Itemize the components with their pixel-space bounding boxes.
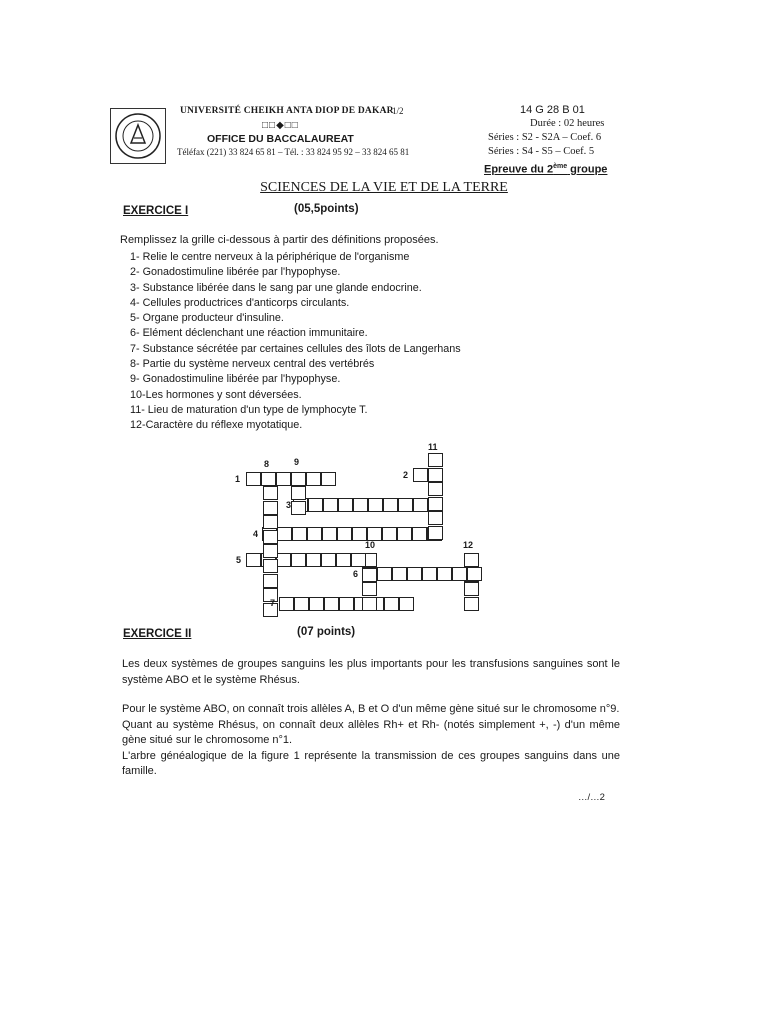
grid-cell[interactable] (322, 527, 337, 541)
exercise-2-title: EXERCICE II (123, 628, 192, 640)
grid-cell[interactable] (422, 567, 437, 581)
exercise-1-title: EXERCICE I (123, 205, 189, 217)
grid-cell[interactable] (291, 472, 306, 486)
definition-item: 1- Relie le centre nerveux à la périphérique de l'organisme (130, 251, 410, 263)
university-logo (110, 108, 166, 164)
grid-cell[interactable] (291, 501, 306, 515)
grid-cell[interactable] (294, 597, 309, 611)
grid-cell[interactable] (246, 553, 261, 567)
grid-cell[interactable] (428, 526, 443, 540)
page-continued: …/…2 (578, 792, 605, 803)
duration: Durée : 02 heures (530, 118, 605, 129)
grid-cell[interactable] (399, 597, 414, 611)
grid-cell[interactable] (382, 527, 397, 541)
university-name: UNIVERSITÉ CHEIKH ANTA DIOP DE DAKAR (180, 106, 394, 116)
grid-cell[interactable] (353, 498, 368, 512)
grid-cell[interactable] (279, 597, 294, 611)
grid-cell[interactable] (292, 527, 307, 541)
grid-cell[interactable] (407, 567, 422, 581)
grid-cell[interactable] (412, 527, 427, 541)
grid-cell[interactable] (367, 527, 382, 541)
grid-number-8: 8 (264, 459, 270, 469)
grid-cell[interactable] (362, 597, 377, 611)
grid-number-11: 11 (428, 442, 438, 452)
office-name: OFFICE DU BACCALAUREAT (207, 133, 354, 145)
grid-cell[interactable] (428, 482, 443, 496)
grid-cell[interactable] (263, 501, 278, 515)
grid-cell[interactable] (336, 553, 351, 567)
grid-number-10: 10 (365, 540, 376, 550)
page-number: 1/2 (392, 106, 404, 116)
grid-number-1: 1 (235, 474, 241, 484)
definition-item: 2- Gonadostimuline libérée par l'hypophyse. (130, 266, 341, 279)
grid-cell[interactable] (351, 553, 366, 567)
grid-cell[interactable] (428, 497, 443, 511)
grid-number-5: 5 (236, 555, 242, 565)
grid-cell[interactable] (338, 498, 353, 512)
exercise-2-paragraph-1: Les deux systèmes de groupes sanguins les plus importants pour les transfusions sanguines sont le système ABO et le système Rhésus. (122, 658, 620, 686)
grid-cell[interactable] (368, 498, 383, 512)
grid-cell[interactable] (263, 530, 278, 544)
exercise-2-points: (07 points) (297, 626, 356, 638)
grid-cell[interactable] (323, 498, 338, 512)
grid-cell[interactable] (309, 597, 324, 611)
exercise-2-paragraph-2 (122, 702, 620, 780)
grid-cell[interactable] (413, 498, 428, 512)
grid-cell[interactable] (324, 597, 339, 611)
grid-cell[interactable] (306, 553, 321, 567)
subject-title: SCIENCES DE LA VIE ET DE LA TERRE (260, 180, 508, 195)
series-s2: Séries : S2 - S2A – Coef. 6 (488, 132, 602, 143)
header-symbols: □□◆□□ (262, 120, 299, 131)
grid-cell[interactable] (291, 486, 306, 500)
definition-item: 8- Partie du système nerveux central des vertébrés (130, 358, 375, 371)
definition-item: 7- Substance sécrétée par certaines cellules des îlots de Langerhans (130, 342, 461, 355)
definition-item: 11- Lieu de maturation d'un type de lymphocyte T. (130, 403, 368, 416)
grid-number-9: 9 (294, 457, 300, 467)
grid-cell[interactable] (467, 567, 482, 581)
grid-cell[interactable] (261, 472, 276, 486)
grid-cell[interactable] (263, 515, 278, 529)
grid-number-3: 3 (286, 500, 292, 510)
rhesus-text: Quant au système Rhésus, on connaît deux allèles Rh+ et Rh- (notés simplement +, -) d'un même gène situé sur le chromosome n°1. (122, 718, 620, 746)
grid-cell[interactable] (308, 498, 323, 512)
grid-cell[interactable] (307, 527, 322, 541)
grid-cell[interactable] (263, 574, 278, 588)
abo-text: Pour le système ABO, on connaît trois allèles A, B et O d'un même gène situé sur le chromosome n°9. (122, 703, 620, 715)
definition-item: 10-Les hormones y sont déversées. (130, 388, 302, 401)
grid-cell[interactable] (291, 553, 306, 567)
exam-code: 14 G 28 B 01 (520, 104, 585, 116)
definition-item: 9- Gonadostimuline libérée par l'hypophyse. (130, 373, 341, 386)
grid-cell[interactable] (428, 511, 443, 525)
exercise-1-points: (05,5points) (294, 203, 359, 215)
grid-cell[interactable] (428, 468, 443, 482)
grid-cell[interactable] (321, 472, 336, 486)
grid-cell[interactable] (464, 553, 479, 567)
telefax: Téléfax (221) 33 824 65 81 – Tél. : 33 824 95 92 – 33 824 65 81 (177, 147, 410, 157)
grid-cell[interactable] (362, 568, 377, 582)
definition-item: 3- Substance libérée dans le sang par une glande endocrine. (130, 281, 422, 294)
grid-number-6: 6 (353, 569, 359, 579)
grid-cell[interactable] (437, 567, 452, 581)
definition-item: 12-Caractère du réflexe myotatique. (130, 419, 303, 432)
grid-cell[interactable] (276, 472, 291, 486)
grid-cell[interactable] (362, 582, 377, 596)
grid-cell[interactable] (263, 544, 278, 558)
grid-number-2: 2 (403, 470, 409, 480)
definition-item: 4- Cellules productrices d'anticorps circulants. (130, 296, 350, 309)
definition-item: 6- Elément déclenchant une réaction immunitaire. (130, 327, 368, 340)
grid-cell[interactable] (464, 582, 479, 596)
exercise-1-intro: Remplissez la grille ci-dessous à partir des définitions proposées. (120, 234, 439, 246)
definitions-list (130, 250, 461, 434)
grid-cell[interactable] (246, 472, 261, 486)
pedigree-text: L'arbre généalogique de la figure 1 représente la transmission de ces groupes sanguins dans une famille. (122, 749, 620, 777)
grid-cell[interactable] (321, 553, 336, 567)
grid-cell[interactable] (377, 567, 392, 581)
grid-cell[interactable] (263, 559, 278, 573)
grid-cell[interactable] (428, 453, 443, 467)
grid-number-7: 7 (270, 598, 276, 608)
exam-group: Epreuve du 2ème groupe (484, 163, 608, 176)
grid-cell[interactable] (392, 567, 407, 581)
grid-cell[interactable] (413, 468, 428, 482)
series-s4: Séries : S4 - S5 – Coef. 5 (488, 146, 595, 157)
definition-item: 5- Organe producteur d'insuline. (130, 312, 284, 325)
grid-cell[interactable] (398, 498, 413, 512)
grid-cell[interactable] (397, 527, 412, 541)
grid-cell[interactable] (384, 597, 399, 611)
grid-cell[interactable] (464, 597, 479, 611)
grid-cell[interactable] (276, 553, 291, 567)
grid-cell[interactable] (339, 597, 354, 611)
grid-cell[interactable] (277, 527, 292, 541)
grid-cell[interactable] (383, 498, 398, 512)
grid-cell[interactable] (337, 527, 352, 541)
grid-number-12: 12 (463, 540, 474, 550)
grid-cell[interactable] (352, 527, 367, 541)
grid-number-4: 4 (253, 529, 259, 539)
grid-cell[interactable] (452, 567, 467, 581)
grid-cell[interactable] (306, 472, 321, 486)
grid-cell[interactable] (263, 486, 278, 500)
